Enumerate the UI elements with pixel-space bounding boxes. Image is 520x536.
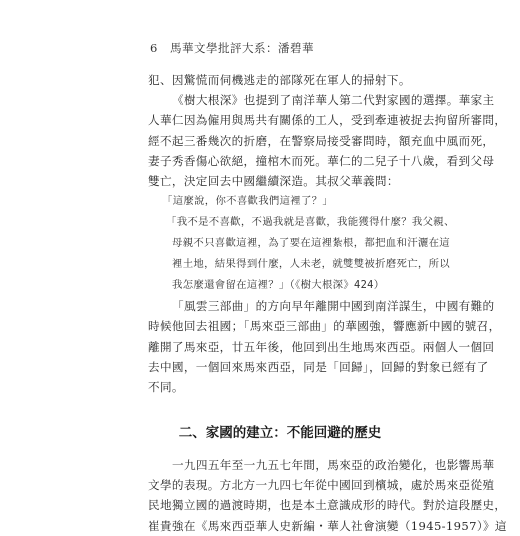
block-quote-line: 母親不只喜歡這裡，為了要在這裡紮根，都把血和汗灑在這 [172,237,450,250]
running-header [150,40,314,56]
block-quote-line: 裡土地，結果得到什麼，人未老，就雙雙被折磨死亡，所以 [172,258,450,271]
body-line: 《樹大根深》也提到了南洋華人第二代對家國的選擇。華家主 [172,93,495,108]
body-line: 民地獨立國的過渡時期，也是本土意識成形的時代。對於這段歷史， [148,498,507,513]
page-number: 6 [150,41,158,55]
body-line: 「風雲三部曲」的方向早年離開中國到南洋謀生，中國有難的 [172,299,495,314]
body-line: 文學的表現。方北方一九四七年從中國回到檳城，處於馬來亞從殖 [148,478,495,493]
body-line: 去中國，一個回來馬來西亞，同是「回歸」，回歸的對象已經有了 [148,359,489,374]
body-line: 經不起三番幾次的折磨，在警察局接受審問時，額充血中風而死， [148,133,495,148]
body-line: 妻子秀香傷心欲絕，撞棺木而死。華仁的二兒子十八歲，看到父母 [148,153,495,168]
block-quote-line: 「我不是不喜歡，不過我就是喜歡，我能獲得什麼？我父親、 [166,216,455,229]
body-line: 人華仁因為僱用與馬共有關係的工人，受到牽連被捉去拘留所審問， [148,113,507,128]
section-heading: 二、家國的建立：不能回避的歷史 [178,425,382,442]
body-line: 一九四五年至一九五七年間，馬來亞的政治變化，也影響馬華 [172,458,495,473]
dialogue-quote: 「這麼說，你不喜歡我們這裡了？」 [162,195,334,208]
body-line: 不同。 [148,379,184,394]
body-line: 離開了馬來亞，廿五年後，他回到出生地馬來西亞。兩個人一個回 [148,339,495,354]
body-line: 犯、因驚慌而伺機逃走的部隊死在軍人的掃射下。 [148,73,411,87]
block-quote-line: 我怎麼還會留在這裡？」（《樹大根深》424） [172,279,385,292]
running-title: 馬華文學批評大系：潘碧華 [169,41,314,55]
body-line: 時候他回去祖國；「馬來亞三部曲」的華國強，響應新中國的號召， [148,319,501,334]
page-body [148,70,507,536]
body-line: 雙亡，決定回去中國繼續深造。其叔父華義問： [148,173,399,188]
body-line: 崔貴強在《馬來西亞華人史新編・華人社會演變（1945-1957）》這 [148,518,507,533]
section-gap [148,397,392,411]
